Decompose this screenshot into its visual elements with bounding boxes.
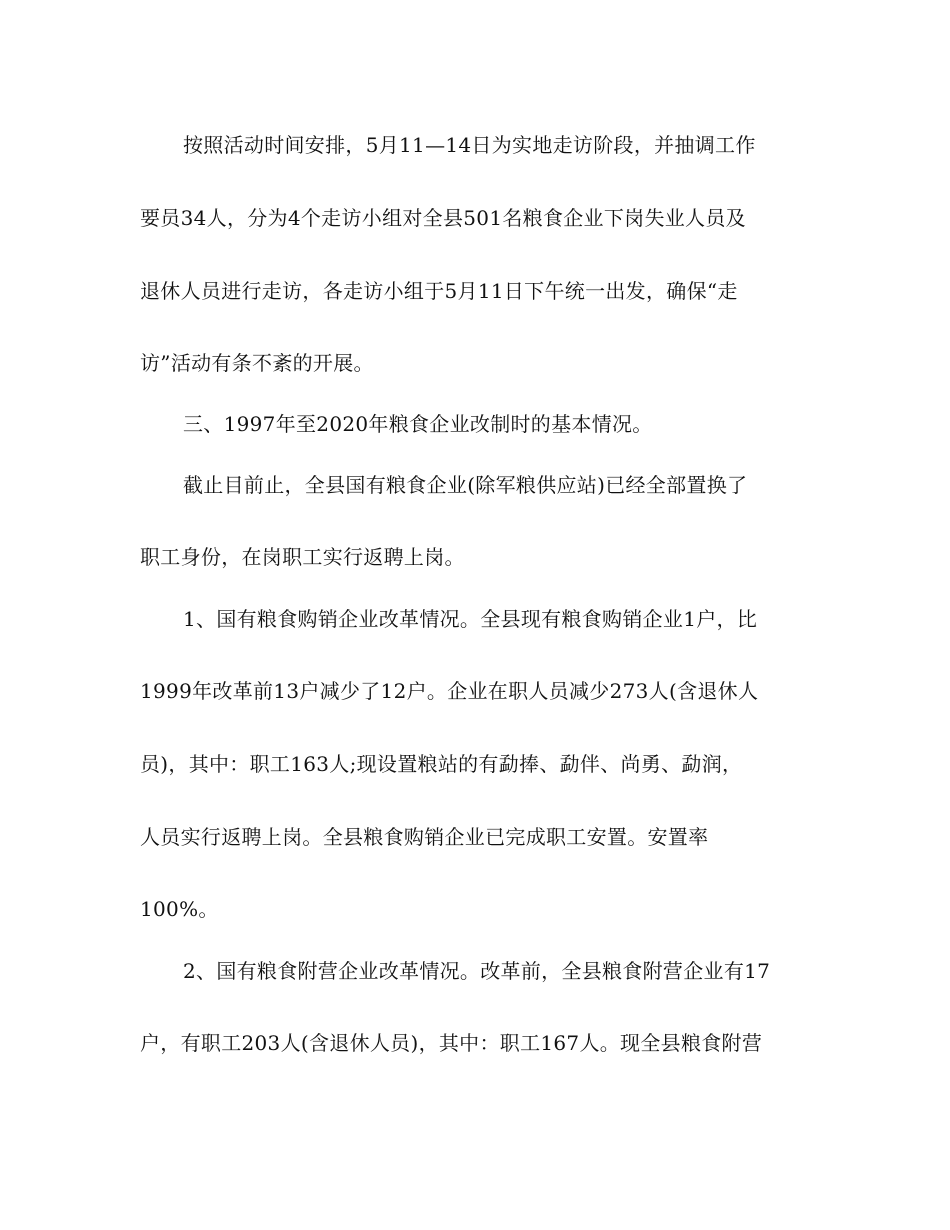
paragraph-line: 员)，其中：职工163人;现设置粮站的有勐捧、勐伴、尚勇、勐润， (140, 752, 743, 776)
paragraph-line: 人员实行返聘上岗。全县粮食购销企业已完成职工安置。安置率 (140, 825, 709, 849)
paragraph-line: 退休人员进行走访，各走访小组于5月11日下午统一出发，确保“走 (140, 279, 738, 303)
paragraph-line: 1、国有粮食购销企业改革情况。全县现有粮食购销企业1户，比 (183, 607, 758, 631)
paragraph-line: 1999年改革前13户减少了12户。企业在职人员减少273人(含退休人 (140, 679, 759, 703)
paragraph-line: 2、国有粮食附营企业改革情况。改革前，全县粮食附营企业有17 (183, 959, 771, 983)
section-heading: 三、1997年至2020年粮食企业改制时的基本情况。 (183, 412, 653, 436)
paragraph-line: 100%。 (140, 897, 219, 921)
paragraph-line: 截止目前止，全县国有粮食企业(除军粮供应站)已经全部置换了 (183, 473, 748, 497)
paragraph-line: 访”活动有条不紊的开展。 (140, 351, 374, 375)
paragraph-line: 按照活动时间安排，5月11—14日为实地走访阶段，并抽调工作 (183, 133, 756, 157)
paragraph-line: 要员34人，分为4个走访小组对全县501名粮食企业下岗失业人员及 (140, 206, 746, 230)
paragraph-line: 户，有职工203人(含退休人员)，其中：职工167人。现全县粮食附营 (140, 1031, 763, 1055)
paragraph-line: 职工身份，在岗职工实行返聘上岗。 (140, 545, 465, 569)
